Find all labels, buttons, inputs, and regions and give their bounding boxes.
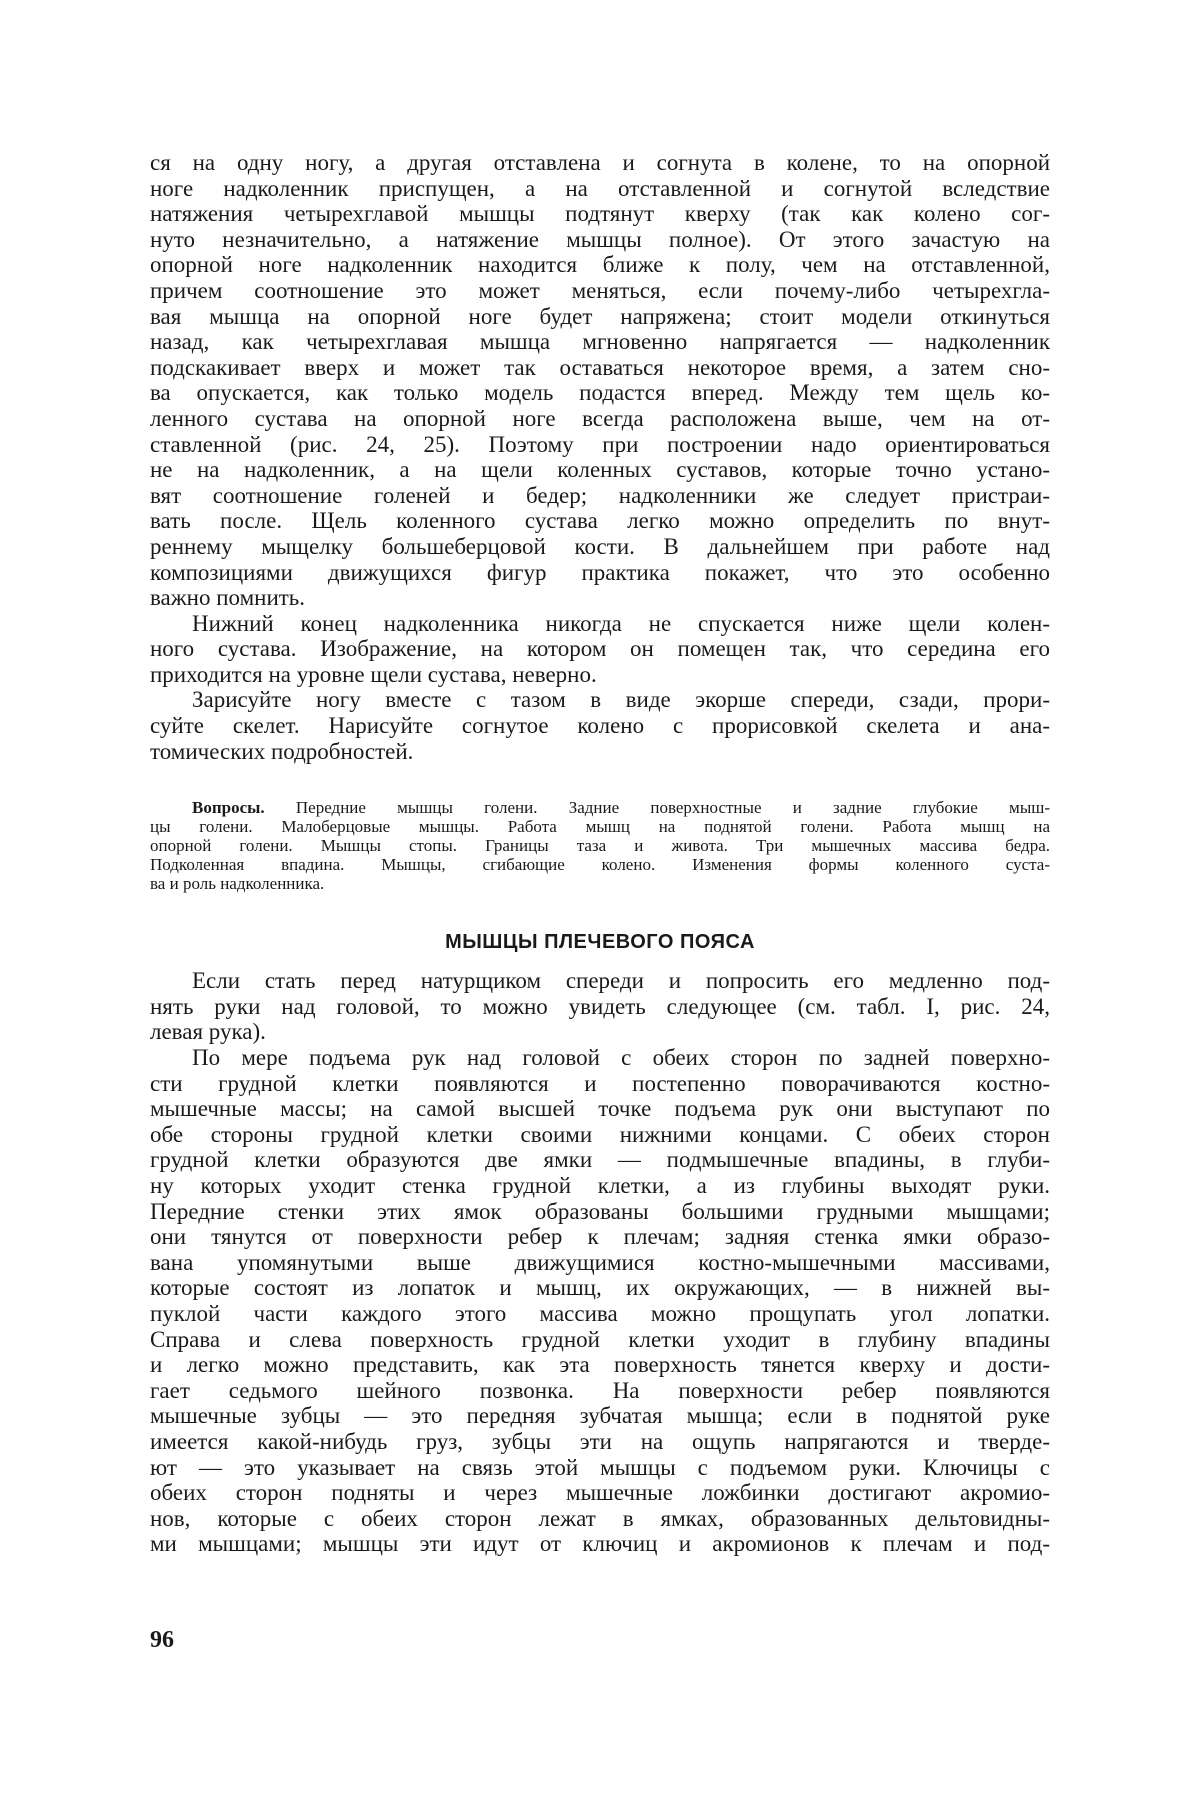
text-line: Справа и слева поверхность грудной клетки уходит в глубину впадины bbox=[150, 1326, 1050, 1352]
questions-lines bbox=[150, 817, 1050, 893]
text-line: ного сустава. Изображение, на котором он помещен так, что середина его bbox=[150, 636, 1050, 662]
text-line: ми мышцами; мышцы эти идут от ключиц и акромионов к плечам и под- bbox=[150, 1531, 1050, 1557]
text-line: нов, которые с обеих сторон лежат в ямках, образованных дельтовидны- bbox=[150, 1505, 1050, 1531]
paragraph bbox=[150, 611, 1050, 688]
paragraph bbox=[150, 687, 1050, 764]
body-text-bottom bbox=[150, 968, 1050, 1557]
text-line: нуто незначительно, а натяжение мышцы полное). От этого зачастую на bbox=[150, 226, 1050, 252]
text-line: ленного сустава на опорной ноге всегда расположена выше, чем на от- bbox=[150, 405, 1050, 431]
text-line: они тянутся от поверхности ребер к плечам; задняя стенка ямки образо- bbox=[150, 1224, 1050, 1250]
text-line: Зарисуйте ногу вместе с тазом в виде экорше спереди, сзади, прори- bbox=[192, 687, 1050, 713]
text-line: вать после. Щель коленного сустава легко можно определить по внут- bbox=[150, 508, 1050, 534]
text-line: суйте скелет. Нарисуйте согнутое колено с прорисовкой скелета и ана- bbox=[150, 713, 1050, 739]
text-line: Если стать перед натурщиком спереди и попросить его медленно под- bbox=[192, 968, 1050, 994]
questions-line: ва и роль надколенника. bbox=[150, 874, 325, 894]
text-line: реннему мыщелку большеберцовой кости. В дальнейшем при работе над bbox=[150, 533, 1050, 559]
text-line: вана упомянутыми выше движущимися костно-мышечными массивами, bbox=[150, 1249, 1050, 1275]
questions-block bbox=[150, 798, 1050, 893]
text-line: пуклой части каждого этого массива можно прощупать угол лопатки. bbox=[150, 1300, 1050, 1326]
text-line: мышечные массы; на самой высшей точке подъема рук они выступают по bbox=[150, 1096, 1050, 1122]
text-line: гает седьмого шейного позвонка. На поверхности ребер появляются bbox=[150, 1377, 1050, 1403]
questions-line: Подколенная впадина. Мышцы, сгибающие колено. Изменения формы коленного суста- bbox=[150, 855, 1050, 875]
paragraph bbox=[150, 968, 1050, 1045]
text-line: и легко можно представить, как эта поверхность тянется кверху и дости- bbox=[150, 1352, 1050, 1378]
text-line: ноге надколенник приспущен, а на отставленной и согнутой вследствие bbox=[150, 175, 1050, 201]
body-text-top bbox=[150, 150, 1050, 764]
text-line: ва опускается, как только модель подастся вперед. Между тем щель ко- bbox=[150, 380, 1050, 406]
text-line: нять руки над головой, то можно увидеть следующее (см. табл. I, рис. 24, bbox=[150, 993, 1050, 1019]
text-line: По мере подъема рук над головой с обеих сторон по задней поверхно- bbox=[192, 1045, 1050, 1071]
text-line: Передние стенки этих ямок образованы большими грудными мышцами; bbox=[150, 1198, 1050, 1224]
text-line: ся на одну ногу, а другая отставлена и согнута в колене, то на опорной bbox=[150, 150, 1050, 175]
questions-first-line-text: Передние мышцы голени. Задние поверхностные и задние глубокие мыш- bbox=[264, 798, 1050, 818]
text-line: вая мышца на опорной ноге будет напряжена; стоит модели откинуться bbox=[150, 303, 1050, 329]
text-line: Нижний конец надколенника никогда не спускается ниже щели колен- bbox=[192, 610, 1050, 636]
text-line: вят соотношение голеней и бедер; надколенники же следует пристраи- bbox=[150, 482, 1050, 508]
text-line: ют — это указывает на связь этой мышцы с подъемом руки. Ключицы с bbox=[150, 1454, 1050, 1480]
text-line: обеих сторон подняты и через мышечные ложбинки достигают акромио- bbox=[150, 1480, 1050, 1506]
text-line: натяжения четырехглавой мышцы подтянут кверху (так как колено сог- bbox=[150, 201, 1050, 227]
text-line: грудной клетки образуются две ямки — подмышечные впадины, в глуби- bbox=[150, 1147, 1050, 1173]
text-line: опорной ноге надколенник находится ближе к полу, чем на отставленной, bbox=[150, 252, 1050, 278]
text-line: имеется какой-нибудь груз, зубцы эти на ощупь напрягаются и тверде- bbox=[150, 1428, 1050, 1454]
questions-line: опорной голени. Мышцы стопы. Границы таза и живота. Три мышечных массива бедра. bbox=[150, 836, 1050, 856]
page-content bbox=[150, 150, 1050, 1557]
text-line: причем соотношение это может меняться, если почему-либо четырехгла- bbox=[150, 277, 1050, 303]
text-line: не на надколенник, а на щели коленных суставов, которые точно устано- bbox=[150, 457, 1050, 483]
text-line: важно помнить. bbox=[150, 585, 306, 611]
text-line: томических подробностей. bbox=[150, 738, 414, 764]
questions-line: цы голени. Малоберцовые мышцы. Работа мышц на поднятой голени. Работа мышц на bbox=[150, 817, 1050, 837]
text-line: которые состоят из лопаток и мышц, их окружающих, — в нижней вы- bbox=[150, 1275, 1050, 1301]
paragraph bbox=[150, 1045, 1050, 1557]
section-heading: МЫШЦЫ ПЛЕЧЕВОГО ПОЯСА bbox=[445, 931, 755, 954]
questions-first-line bbox=[150, 798, 1050, 817]
page-number: 96 bbox=[150, 1627, 174, 1653]
paragraph bbox=[150, 150, 1050, 611]
text-line: подскакивает вверх и может так оставаться некоторое время, а затем сно- bbox=[150, 354, 1050, 380]
text-line: ну которых уходит стенка грудной клетки, а из глубины выходят руки. bbox=[150, 1173, 1050, 1198]
questions-label: Вопросы. bbox=[192, 798, 265, 818]
text-line: ставленной (рис. 24, 25). Поэтому при построении надо ориентироваться bbox=[150, 431, 1050, 457]
text-line: композициями движущихся фигур практика покажет, что это особенно bbox=[150, 559, 1050, 585]
text-line: левая рука). bbox=[150, 1019, 266, 1045]
text-line: назад, как четырехглавая мышца мгновенно напрягается — надколенник bbox=[150, 329, 1050, 355]
text-line: приходится на уровне щели сустава, неверно. bbox=[150, 661, 597, 687]
text-line: обе стороны грудной клетки своими нижними концами. С обеих сторон bbox=[150, 1121, 1050, 1147]
text-line: мышечные зубцы — это передняя зубчатая мышца; если в поднятой руке bbox=[150, 1403, 1050, 1429]
text-line: сти грудной клетки появляются и постепенно поворачиваются костно- bbox=[150, 1070, 1050, 1096]
